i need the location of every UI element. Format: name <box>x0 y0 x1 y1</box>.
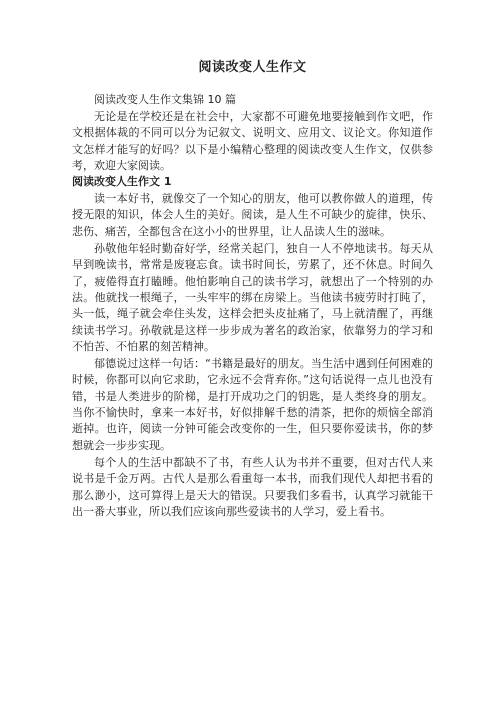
body-paragraph-4: 每个人的生活中都缺不了书，有些人认为书并不重要，但对古代人来说书是千金万两。古代人是那么看重每一本书，而我们现代人却把书看的那么渺小，这可算得上是天大的错误。只要我们多看书，认真学习就能干出一番大事业，所以我们应该向那些爱读书的人学习，爱上看书。 <box>72 455 433 518</box>
document-subtitle: 阅读改变人生作文集锦 10 篇 <box>94 93 236 106</box>
document-title: 阅读改变人生作文 <box>198 60 307 75</box>
body-paragraph-2: 孙敬他年轻时勤奋好学，经常关起门，独自一人不停地读书。每天从早到晚读书，常常是废寝忘食。读书时间长，劳累了，还不休息。时间久了，疲倦得直打瞌睡。他怕影响自己的读书学习，就想出了一个特别的办法。他就找一根绳子，一头牢牢的绑在房梁上。当他读书疲劳时打盹了，头一低，绳子就会牵住头发，这样会把头皮扯痛了，马上就清醒了，再继续读书学习。孙敬就是这样一步步成为著名的政治家，依靠努力的学习和不怕苦、不怕累的刻苦精神。 <box>72 242 433 353</box>
section-heading: 阅读改变人生作文 1 <box>72 175 172 189</box>
body-paragraph-1: 读一本好书，就像交了一个知心的朋友，他可以教你做人的道理，传授无限的知识，体会人生的美好。阅读，是人生不可缺少的旋律，快乐、悲伤、痛苦，全都包含在这小小的世界里，让人品读人生的滋味。 <box>72 192 433 238</box>
intro-paragraph: 无论是在学校还是在社会中，大家都不可避免地要接触到作文吧，作文根据体裁的不同可以分为记叙文、说明文、应用文、议论文。你知道作文怎样才能写的好吗？以下是小编精心整理的阅读改变人生作文，仅供参考，欢迎大家阅读。 <box>72 110 433 172</box>
body-paragraph-3: 郁德说过这样一句话：“书籍是最好的朋友。当生活中遇到任何困难的时候，你都可以向它求助，它永远不会背弃你。”这句话说得一点儿也没有错，书是人类进步的阶梯，是打开成功之门的钥匙，是人类终身的朋友。当你不愉快时，拿来一本好书，好似排解千愁的清茶，把你的烦恼全部消逝掉。也许，阅读一分钟可能会改变你的一生，但只要你爱读书，你的梦想就会一步步实现。 <box>72 357 433 452</box>
